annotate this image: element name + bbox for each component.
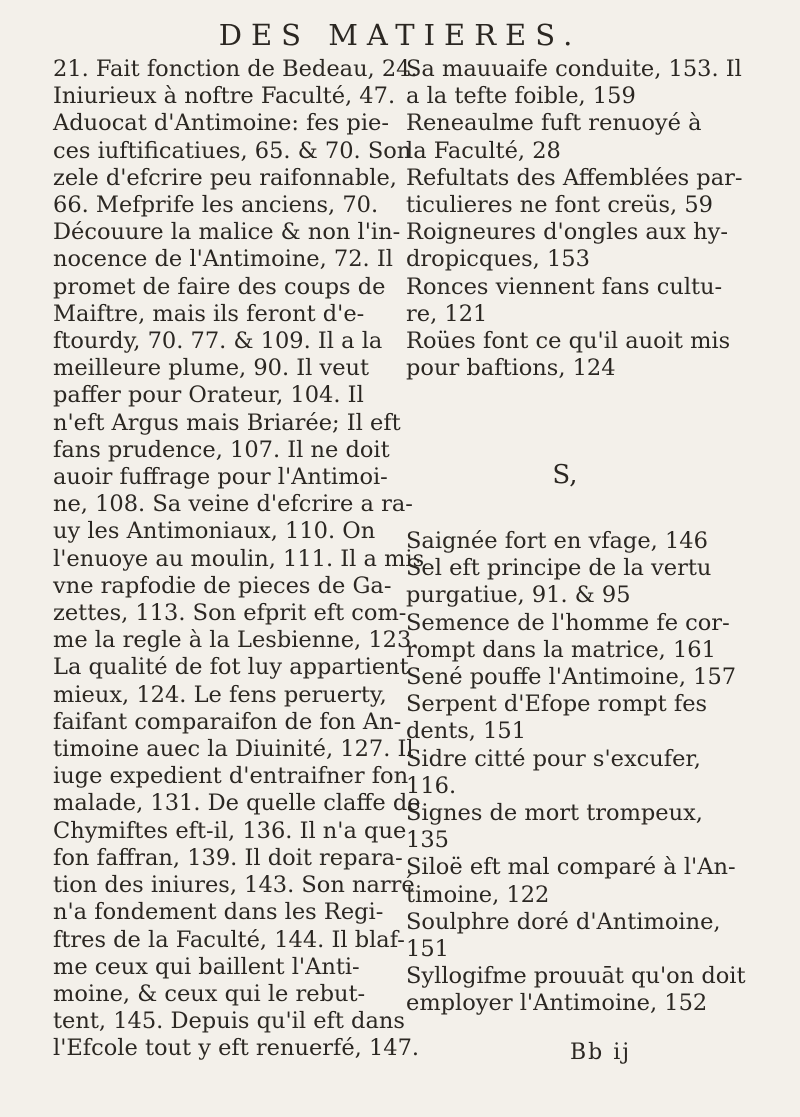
index-entry-line: me la regle à la Lesbienne, 123. <box>53 627 419 654</box>
index-entry-line: 135 <box>406 827 449 854</box>
left-column <box>53 56 425 1063</box>
index-entry-line: timoine, 122 <box>406 881 550 908</box>
index-entry-line: rompt dans la matrice, 161 <box>406 636 716 663</box>
index-entry-line: Syllogifme prouuāt qu'on doit <box>406 963 746 990</box>
page-title: DES MATIERES. <box>218 18 582 52</box>
index-entry-line: Soulphre doré d'Antimoine, <box>406 908 721 935</box>
index-entry-line: la Faculté, 28 <box>406 137 561 164</box>
index-entry-line: Signes de mort trompeux, <box>406 800 703 827</box>
index-entry-line: n'eft Argus mais Briarée; Il eft <box>53 409 401 436</box>
index-entry-line: employer l'Antimoine, 152 <box>406 990 708 1017</box>
index-entry-line: Serpent d'Efope rompt fes <box>406 691 708 718</box>
index-entry-line: l'enuoye au moulin, 111. Il a mis <box>53 545 425 572</box>
index-entry-line: Iniurieux à noftre Faculté, 47. <box>53 83 396 110</box>
index-entry-line: Refultats des Affemblées par- <box>406 164 743 191</box>
index-entry-line: Sené pouffe l'Antimoine, 157 <box>406 664 737 691</box>
index-entry-line: a la tefte foible, 159 <box>406 83 636 110</box>
index-entry-line: fon faffran, 139. Il doit repara- <box>53 844 403 871</box>
index-entry-line: auoir fuffrage pour l'Antimoi- <box>53 464 388 491</box>
index-entry-line: nocence de l'Antimoine, 72. Il <box>53 246 393 273</box>
index-entry-line: Chymiftes eft-il, 136. Il n'a que <box>53 817 407 844</box>
index-entry-line: me ceux qui baillent l'Anti- <box>53 953 360 980</box>
index-entry-line: mieux, 124. Le fens peruerty, <box>53 681 387 708</box>
index-entry-line: l'Efcole tout y eft renuerfé, 147. <box>53 1035 420 1062</box>
index-entry-line: tion des iniures, 143. Son narré <box>53 872 415 899</box>
index-entry-line: moine, & ceux qui le rebut- <box>53 980 366 1007</box>
index-entry-line: La qualité de fot luy appartient <box>53 654 409 681</box>
index-entry-line: malade, 131. De quelle claffe de <box>53 790 421 817</box>
index-entry-line: Roigneures d'ongles aux hy- <box>406 219 728 246</box>
index-entry-line: n'a fondement dans les Regi- <box>53 899 384 926</box>
index-entry-line: Saignée fort en vfage, 146 <box>406 528 708 554</box>
index-entry-line: Semence de l'homme fe cor- <box>406 609 730 636</box>
index-entry-line: timoine auec la Diuinité, 127. Il <box>53 736 414 763</box>
index-entry-line: Aduocat d'Antimoine: fes pie- <box>53 110 389 137</box>
index-entry-line: dropicques, 153 <box>406 246 590 273</box>
index-entry-line: ftres de la Faculté, 144. Il blaf- <box>53 926 405 953</box>
index-entry-line: Sel eft principe de la vertu <box>406 555 712 582</box>
index-entry-line: re, 121 <box>406 300 488 327</box>
index-entry-line: pour baftions, 124 <box>406 355 616 382</box>
index-entry-line: Roües font ce qu'il auoit mis <box>406 328 731 355</box>
index-entry-line: Découure la malice & non l'in- <box>53 219 401 246</box>
index-entry-line: paffer pour Orateur, 104. Il <box>53 382 364 409</box>
index-entry-line: ces iuftificatiues, 65. & 70. Son <box>53 137 412 164</box>
index-entry-line: 21. Fait fonction de Bedeau, 24. <box>53 56 418 82</box>
index-entry-line: Siloë eft mal comparé à l'An- <box>406 854 736 881</box>
index-entry-line: Ronces viennent fans cultu- <box>406 273 723 300</box>
index-entry-line: Maiftre, mais ils feront d'e- <box>53 300 365 327</box>
index-entry-line: iuge expedient d'entraifner fon <box>53 763 409 790</box>
index-entry-line: ne, 108. Sa veine d'efcrire a ra- <box>53 491 413 518</box>
index-entry-line: Sa mauuaife conduite, 153. Il <box>406 56 742 82</box>
index-entry-line: promet de faire des coups de <box>53 273 386 300</box>
index-entry-line: vne rapfodie de pieces de Ga- <box>53 572 392 599</box>
index-entry-line: ftourdy, 70. 77. & 109. Il a la <box>53 328 383 355</box>
index-entry-line: meilleure plume, 90. Il veut <box>53 355 370 382</box>
index-entry-line: zettes, 113. Son efprit eft com- <box>53 600 407 627</box>
index-entry-line: 151 <box>406 936 449 963</box>
index-entry-line: faifant comparaifon de fon An- <box>53 708 402 735</box>
right-column-top <box>406 56 761 382</box>
index-entry-line: tent, 145. Depuis qu'il eft dans <box>53 1008 405 1035</box>
right-column-bottom <box>406 528 761 1018</box>
index-entry-line: fans prudence, 107. Il ne doit <box>53 436 390 463</box>
index-entry-line: Sidre citté pour s'excufer, <box>406 745 701 772</box>
index-entry-line: 66. Mefprife les anciens, 70. <box>53 192 379 219</box>
index-entry-line: purgatiue, 91. & 95 <box>406 582 631 609</box>
section-letter: S, <box>552 460 578 490</box>
index-entry-line: uy les Antimoniaux, 110. On <box>53 518 376 545</box>
index-entry-line: Reneaulme fuft renuoyé à <box>406 110 702 137</box>
index-entry-line: 116. <box>406 772 457 799</box>
index-entry-line: ticulieres ne font creüs, 59 <box>406 192 713 219</box>
signature-mark: Bb ij <box>570 1040 632 1065</box>
index-entry-line: zele d'efcrire peu raifonnable, <box>53 164 397 191</box>
index-entry-line: dents, 151 <box>406 718 527 745</box>
